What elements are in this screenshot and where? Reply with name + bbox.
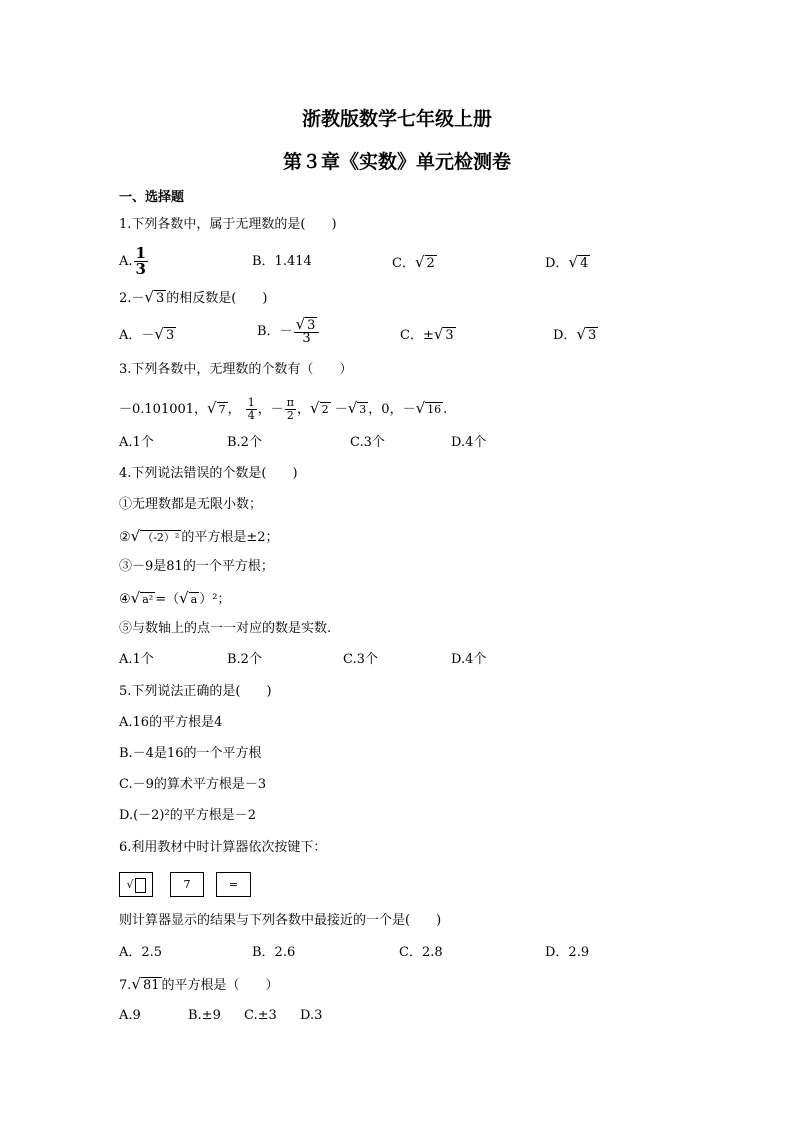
q3-option-a: A.1个	[119, 435, 154, 450]
q2-option-b: B．－ $\frac{√ 3}{3}$	[257, 318, 320, 345]
q7-option-b: B.±9	[188, 1008, 221, 1023]
q6-option-d: D．2.9	[545, 945, 590, 960]
q6-stem-2: 则计算器显示的结果与下列各数中最接近的一个是( )	[119, 913, 442, 928]
q2-option-c: C．±√ 3	[400, 325, 454, 343]
q4-statement-1: ①无理数都是无限小数；	[119, 497, 263, 512]
q1-option-b: B．1.414	[252, 254, 312, 269]
q1-fraction: $\frac{1}{3}$	[135, 244, 146, 278]
q1-d-sqrt: √ 4	[568, 253, 589, 271]
q5-option-b: B.－4是16的一个平方根	[119, 746, 262, 761]
title-line-1: 浙教版数学七年级上册	[301, 108, 492, 130]
sqrt-key: √	[119, 872, 153, 897]
q3-number-list: －0.101001，√ 7 ， $\frac{1}{4}$ ，－ $\frac{\pi}{2}$ ，√ 2 －√ 3 ，0，－√ 16 .	[119, 396, 448, 422]
q6-option-a: A．2.5	[119, 945, 163, 960]
q1-option-a: A. $\frac{1}{3}$	[119, 244, 146, 278]
q5-option-c: C.－9的算术平方根是－3	[119, 777, 267, 792]
q5-option-d: D.(－2)²的平方根是－2	[119, 808, 256, 823]
q2-d-sqrt: √ 3	[576, 325, 597, 343]
q4-statement-3: ③－9是81的一个平方根；	[119, 559, 274, 574]
q2-b-fraction: $\frac{√ 3}{3}$	[294, 318, 320, 345]
q7-option-c: C.±3	[244, 1008, 277, 1023]
section-heading: 一、选择题	[119, 190, 185, 205]
q3-option-c: C.3个	[350, 435, 385, 450]
q2-c-sqrt: √ 3	[433, 325, 454, 343]
q1-c-sqrt: √ 2	[414, 253, 435, 271]
q4-stem: 4.下列说法错误的个数是( )	[119, 466, 298, 481]
q1-option-c: C．√ 2	[392, 253, 435, 271]
q3-option-d: D.4个	[451, 435, 487, 450]
q2-stem-sqrt: √ 3	[144, 288, 165, 306]
q4-statement-2: ②√ （-2）² 的平方根是±2；	[119, 527, 279, 545]
q5-option-a: A.16的平方根是4	[119, 715, 223, 730]
q4-option-d: D.4个	[451, 652, 487, 667]
q2-a-sqrt: √ 3	[154, 325, 175, 343]
q6-stem: 6.利用教材中时计算器依次按键下：	[119, 840, 327, 855]
q3-stem: 3.下列各数中，无理数的个数有（ ）	[119, 362, 353, 377]
equals-key: =	[216, 872, 251, 897]
q6-option-b: B．2.6	[252, 945, 296, 960]
q7-option-a: A.9	[119, 1008, 141, 1023]
q4-statement-4: ④√ a² =（√ a ）²；	[119, 589, 231, 607]
q7-sqrt: √ 81	[131, 975, 160, 993]
q4-option-a: A.1个	[119, 652, 154, 667]
title-line-2: 第３章《实数》单元检测卷	[282, 151, 511, 173]
seven-key: 7	[170, 872, 204, 897]
q3-option-b: B.2个	[227, 435, 262, 450]
q7-option-d: D.3	[300, 1008, 323, 1023]
q2-option-d: D．√ 3	[553, 325, 597, 343]
q4-option-b: B.2个	[227, 652, 262, 667]
q7-stem: 7.√ 81 的平方根是（ ）	[119, 975, 279, 993]
q1-stem: 1.下列各数中，属于无理数的是( )	[119, 217, 337, 232]
q2-stem: 2.－√ 3 的相反数是( )	[119, 288, 268, 306]
q2-option-a: A．－√ 3	[119, 325, 175, 343]
q6-option-c: C．2.8	[399, 945, 443, 960]
q4-option-c: C.3个	[343, 652, 378, 667]
q4-statement-5: ⑤与数轴上的点一一对应的数是实数.	[119, 621, 332, 636]
q5-stem: 5.下列说法正确的是( )	[119, 684, 272, 699]
q1-option-d: D．√ 4	[545, 253, 589, 271]
